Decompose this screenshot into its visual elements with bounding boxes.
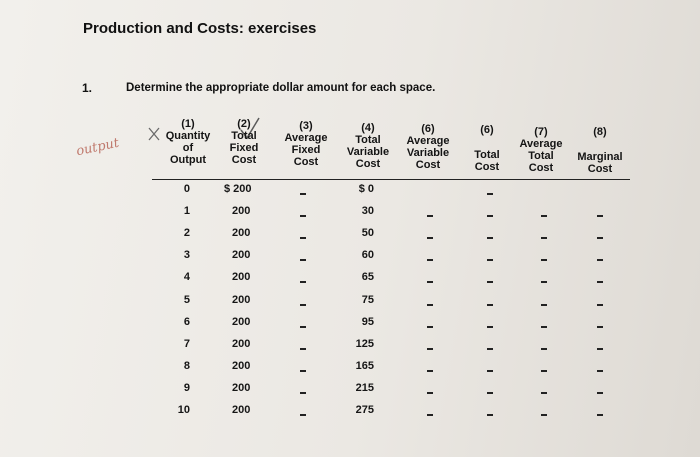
quantity-cell: 0	[183, 183, 190, 195]
col-label: Fixed	[229, 142, 259, 154]
blank-answer-line	[427, 215, 433, 217]
total-variable-cost-cell: 65	[361, 271, 374, 284]
blank-answer-line	[597, 348, 603, 350]
col-label: Quantity	[165, 130, 211, 142]
total-fixed-cost-cell: 200	[232, 249, 251, 262]
col-label: Total	[474, 149, 500, 161]
blank-answer-line	[541, 392, 547, 394]
blank-answer-line	[487, 326, 493, 328]
col-number: (1)	[181, 118, 195, 130]
blank-answer-line	[541, 348, 547, 350]
col-number: (8)	[593, 126, 607, 138]
blank-answer-line	[427, 414, 433, 416]
col-label: Cost	[528, 162, 554, 174]
blank-answer-line	[487, 304, 493, 306]
quantity-cell: 8	[183, 359, 190, 372]
total-variable-cost-cell: 275	[355, 404, 374, 416]
blank-answer-line	[487, 193, 493, 195]
col-label: Cost	[415, 159, 441, 171]
blank-answer-line	[427, 237, 433, 239]
total-variable-cost-cell: 165	[355, 359, 374, 372]
blank-answer-line	[300, 193, 306, 195]
page-title: Production and Costs: exercises	[83, 20, 317, 37]
total-variable-cost-cell: 95	[361, 315, 374, 328]
total-fixed-cost-cell: 200	[232, 337, 251, 350]
quantity-cell: 2	[183, 227, 190, 240]
blank-answer-line	[300, 370, 306, 372]
col-label: of	[182, 142, 194, 154]
blank-answer-line	[427, 370, 433, 372]
blank-answer-line	[487, 281, 493, 283]
col-label: Total	[528, 150, 554, 162]
total-fixed-cost-cell: $ 200	[224, 183, 252, 195]
blank-answer-line	[487, 237, 493, 239]
col-label: Cost	[355, 158, 381, 170]
blank-answer-line	[427, 326, 433, 328]
col-header-marginal-cost	[568, 126, 632, 175]
total-variable-cost-cell: 75	[361, 293, 374, 306]
blank-answer-line	[487, 259, 493, 261]
col-number: (6)	[421, 123, 435, 135]
col-number: (3)	[299, 120, 313, 132]
quantity-cell: 5	[183, 293, 190, 306]
blank-answer-line	[427, 304, 433, 306]
quantity-cell: 9	[183, 381, 190, 394]
header-underline	[152, 179, 630, 180]
total-variable-cost-cell: $ 0	[358, 183, 374, 195]
total-variable-cost-cell: 215	[355, 381, 374, 394]
blank-answer-line	[300, 259, 306, 261]
blank-answer-line	[427, 392, 433, 394]
blank-answer-line	[300, 237, 306, 239]
handwritten-note: output	[74, 135, 121, 160]
col-header-average-variable-cost	[398, 123, 458, 171]
total-variable-cost-cell: 125	[355, 337, 374, 350]
blank-answer-line	[300, 281, 306, 283]
col-label: Cost	[474, 161, 500, 173]
blank-answer-line	[300, 348, 306, 350]
col-label: Average	[406, 135, 450, 147]
blank-answer-line	[427, 259, 433, 261]
blank-answer-line	[300, 304, 306, 306]
col-label: Cost	[231, 154, 257, 166]
col-header-average-fixed-cost	[276, 120, 336, 168]
blank-answer-line	[541, 326, 547, 328]
total-variable-cost-cell: 50	[361, 227, 374, 240]
col-label: Average	[519, 138, 563, 150]
col-label: Cost	[587, 163, 613, 175]
blank-answer-line	[300, 215, 306, 217]
total-fixed-cost-cell: 200	[232, 359, 251, 372]
blank-answer-line	[487, 215, 493, 217]
col-number: (4)	[361, 122, 375, 134]
total-variable-cost-cell: 60	[361, 249, 374, 262]
blank-answer-line	[597, 259, 603, 261]
quantity-cell: 6	[183, 315, 190, 328]
blank-answer-line	[597, 370, 603, 372]
col-label: Cost	[293, 156, 319, 168]
handwritten-x-icon	[147, 126, 161, 142]
col-number: (6)	[480, 124, 494, 136]
col-header-average-total-cost	[514, 126, 568, 174]
total-variable-cost-cell: 30	[361, 205, 374, 218]
col-label: Fixed	[291, 144, 321, 156]
blank-answer-line	[597, 215, 603, 217]
blank-answer-line	[541, 259, 547, 261]
blank-answer-line	[427, 348, 433, 350]
quantity-cell: 10	[177, 404, 190, 416]
total-fixed-cost-cell: 200	[232, 293, 251, 306]
blank-answer-line	[597, 237, 603, 239]
quantity-cell: 7	[183, 337, 190, 350]
quantity-cell: 1	[183, 205, 190, 218]
col-label: Marginal	[577, 151, 623, 163]
blank-answer-line	[597, 392, 603, 394]
total-fixed-cost-cell: 200	[232, 271, 251, 284]
col-label: Variable	[406, 147, 450, 159]
col-label: Output	[169, 154, 207, 166]
blank-answer-line	[487, 370, 493, 372]
blank-answer-line	[541, 414, 547, 416]
blank-answer-line	[541, 304, 547, 306]
blank-answer-line	[541, 370, 547, 372]
question-number: 1.	[82, 81, 93, 95]
blank-answer-line	[541, 281, 547, 283]
total-fixed-cost-cell: 200	[232, 205, 251, 218]
quantity-cell: 3	[183, 249, 190, 262]
blank-answer-line	[300, 392, 306, 394]
blank-answer-line	[597, 281, 603, 283]
col-number: (7)	[534, 126, 548, 138]
col-label: Average	[284, 132, 328, 144]
blank-answer-line	[427, 281, 433, 283]
blank-answer-line	[487, 392, 493, 394]
col-label: Variable	[346, 146, 390, 158]
col-label: Total	[355, 134, 381, 146]
blank-answer-line	[597, 326, 603, 328]
total-fixed-cost-cell: 200	[232, 227, 251, 240]
blank-answer-line	[597, 414, 603, 416]
blank-answer-line	[541, 215, 547, 217]
total-fixed-cost-cell: 200	[232, 404, 251, 416]
question-instruction: Determine the appropriate dollar amount for each space.	[126, 82, 436, 94]
quantity-cell: 4	[183, 271, 190, 284]
total-fixed-cost-cell: 200	[232, 315, 251, 328]
col-header-total-variable-cost	[337, 122, 399, 170]
col-header-total-cost	[462, 124, 512, 173]
total-fixed-cost-cell: 200	[232, 381, 251, 394]
col-header-total-fixed-cost	[218, 118, 270, 166]
blank-answer-line	[597, 304, 603, 306]
col-number: (2)	[237, 118, 251, 130]
col-header-quantity	[160, 118, 216, 166]
blank-answer-line	[300, 326, 306, 328]
blank-answer-line	[300, 414, 306, 416]
blank-answer-line	[541, 237, 547, 239]
col-label: Total	[231, 130, 257, 142]
blank-answer-line	[487, 414, 493, 416]
blank-answer-line	[487, 348, 493, 350]
